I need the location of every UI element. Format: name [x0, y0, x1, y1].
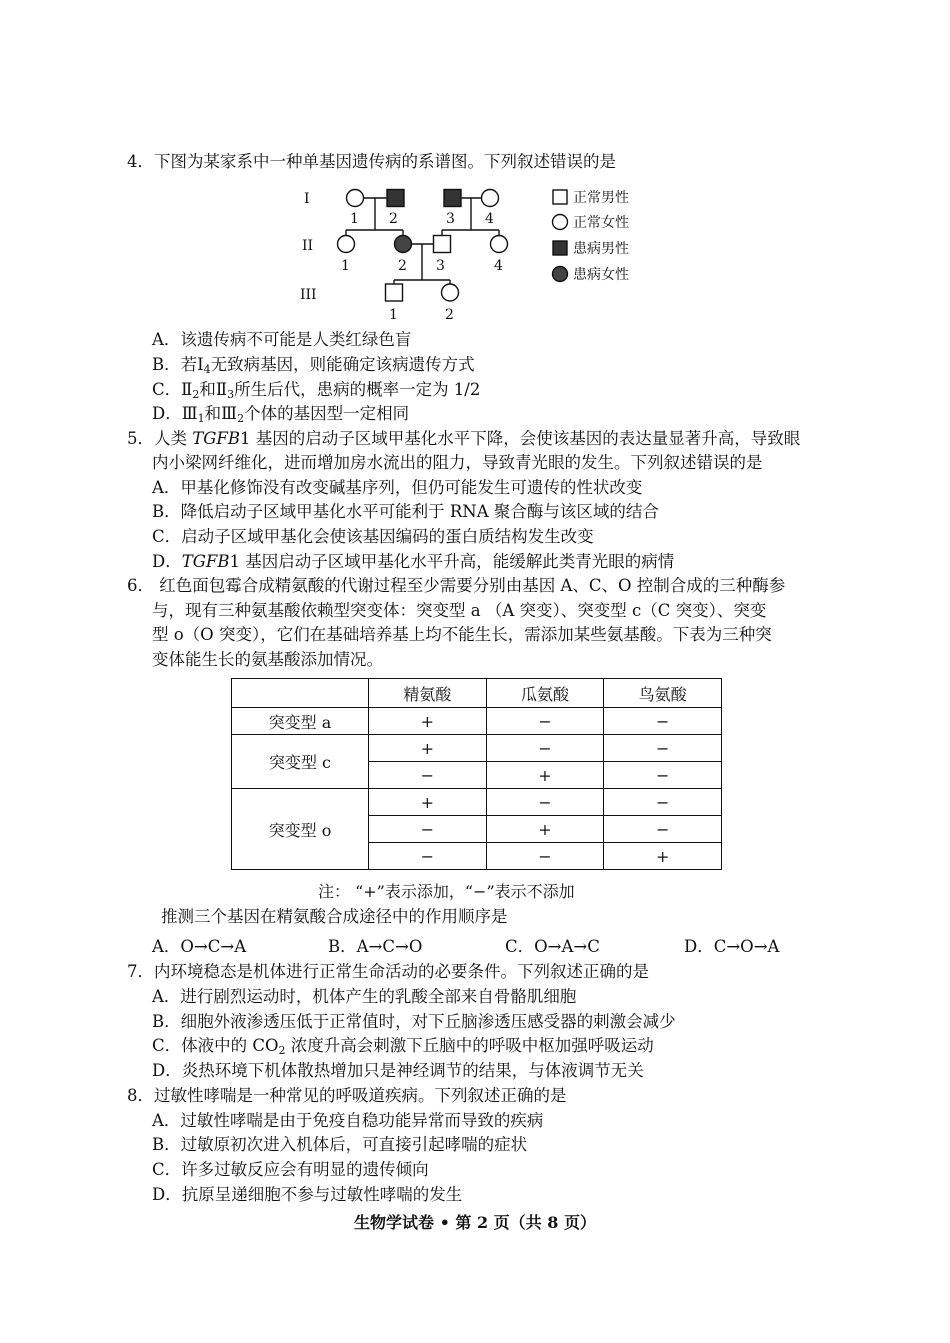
pedigree-I3	[444, 190, 461, 207]
q6-option-b: B．A→C→O	[328, 937, 423, 956]
table-cell: +	[604, 843, 722, 870]
gen-label-II: II	[302, 238, 314, 254]
legend-affected-male-icon	[553, 241, 567, 255]
table-cell: −	[604, 708, 722, 735]
q8-stem: 8．过敏性哮喘是一种常见的呼吸道疾病。下列叙述正确的是	[127, 1086, 567, 1105]
table-header-row	[232, 679, 722, 708]
pedigree-II4	[491, 236, 508, 253]
table-cell: −	[369, 843, 487, 870]
pedigree-II2	[395, 236, 412, 253]
num-II2: 2	[398, 258, 407, 274]
row-label-o: 突变型 o	[232, 789, 369, 870]
table-cell: −	[369, 816, 487, 843]
q4-option-c: C．$Ⅱ_2$和$Ⅱ_3$所生后代，患病的概率一定为 1/2	[152, 380, 481, 401]
table-cell: −	[369, 762, 487, 789]
table-cell: −	[486, 789, 604, 816]
q7-option-c: C．体液中的 $CO_2$ 浓度升高会刺激下丘脑中的呼吸中枢加强呼吸运动	[152, 1036, 654, 1057]
q4-option-d: D．$Ⅲ_1$和$Ⅲ_2$个体的基因型一定相同	[152, 404, 410, 425]
gen-label-I: I	[304, 191, 310, 207]
q6-stem-line4: 变体能生长的氨基酸添加情况。	[152, 650, 383, 669]
q5-option-b: B．降低启动子区域甲基化水平可能利于 RNA 聚合酶与该区域的结合	[152, 502, 659, 521]
table-row	[232, 735, 722, 762]
gen-label-III: III	[300, 287, 317, 303]
pedigree-chart	[290, 180, 670, 325]
pedigree-II3	[434, 236, 451, 253]
q5-option-d: D．TGFB1 基因启动子区域甲基化水平升高，能缓解此类青光眼的病情	[152, 552, 675, 571]
table-cell: −	[604, 735, 722, 762]
q6-stem-line2: 与，现有三种氨基酸依赖型突变体：突变型 a （A 突变）、突变型 c（C 突变）、突变	[152, 601, 767, 620]
legend-affected-female-icon	[553, 267, 568, 282]
table-cell: −	[604, 789, 722, 816]
q5-stem-line1: 5．人类 TGFB1 基因的启动子区域甲基化水平下降，会使该基因的表达量显著升高，导致眼	[127, 429, 801, 448]
row-label-c: 突变型 c	[232, 735, 369, 789]
num-I1: 1	[350, 211, 359, 227]
table-cell: −	[604, 762, 722, 789]
num-II3: 3	[436, 258, 445, 274]
q8-option-a: A．过敏性哮喘是由于免疫自稳功能异常而导致的疾病	[152, 1111, 544, 1130]
q5-stem-line2: 内小梁网纤维化，进而增加房水流出的阻力，导致青光眼的发生。下列叙述错误的是	[152, 453, 763, 472]
pedigree-II1	[338, 236, 355, 253]
q8-option-c: C．许多过敏反应会有明显的遗传倾向	[152, 1160, 429, 1179]
num-I2: 2	[389, 211, 398, 227]
legend-affected-female: 患病女性	[573, 267, 629, 283]
header-ornithine: 鸟氨酸	[604, 679, 722, 708]
legend-affected-male: 患病男性	[573, 241, 629, 257]
table-corner	[232, 679, 369, 708]
q6-option-d: D．C→O→A	[684, 937, 780, 956]
row-label-a: 突变型 a	[232, 708, 369, 735]
table-row	[232, 789, 722, 816]
q4-stem: 4．下图为某家系中一种单基因遗传病的系谱图。下列叙述错误的是	[127, 152, 616, 171]
table-row	[232, 708, 722, 735]
legend-normal-male-icon	[553, 190, 567, 204]
table-cell: +	[486, 762, 604, 789]
num-II1: 1	[341, 258, 350, 274]
table-cell: −	[486, 843, 604, 870]
q6-ask: 推测三个基因在精氨酸合成途径中的作用顺序是	[161, 907, 508, 926]
q8-option-d: D．抗原呈递细胞不参与过敏性哮喘的发生	[152, 1185, 463, 1204]
q6-option-a: A．O→C→A	[152, 937, 247, 956]
q4-option-b: B．若$Ⅰ_4$无致病基因，则能确定该病遗传方式	[152, 355, 475, 376]
table-cell: +	[486, 816, 604, 843]
q5-option-a: A．甲基化修饰没有改变碱基序列，但仍可能发生可遗传的性状改变	[152, 478, 643, 497]
table-cell: +	[369, 735, 487, 762]
table-cell: +	[369, 708, 487, 735]
legend-normal-female: 正常女性	[573, 215, 629, 231]
pedigree-I1	[347, 190, 364, 207]
amino-acid-table	[231, 678, 722, 870]
num-I3: 3	[446, 211, 455, 227]
table-cell: −	[486, 735, 604, 762]
q6-stem-line1: 6． 红色面包霉合成精氨酸的代谢过程至少需要分别由基因 A、C、O 控制合成的三种酶参	[127, 576, 786, 595]
q6-option-c: C．O→A→C	[505, 937, 600, 956]
table-cell: +	[369, 789, 487, 816]
page-footer: 生物学试卷 • 第 2 页（共 8 页）	[354, 1213, 596, 1232]
table-note: 注： “+”表示添加，“−”表示不添加	[318, 882, 575, 901]
q7-stem: 7．内环境稳态是机体进行正常生命活动的必要条件。下列叙述正确的是	[127, 962, 649, 981]
num-III2: 2	[445, 307, 454, 323]
legend-normal-female-icon	[553, 215, 568, 230]
q7-option-b: B．细胞外液渗透压低于正常值时，对下丘脑渗透压感受器的刺激会减少	[152, 1012, 676, 1031]
q4-option-a: A．该遗传病不可能是人类红绿色盲	[152, 330, 412, 349]
q8-option-b: B．过敏原初次进入机体后，可直接引起哮喘的症状	[152, 1135, 528, 1154]
header-citrulline: 瓜氨酸	[486, 679, 604, 708]
table-cell: −	[486, 708, 604, 735]
num-III1: 1	[389, 307, 398, 323]
legend-normal-male: 正常男性	[573, 190, 629, 206]
pedigree-III2	[442, 284, 459, 301]
q5-option-c: C．启动子区域甲基化会使该基因编码的蛋白质结构发生改变	[152, 527, 594, 546]
pedigree-I2	[387, 190, 404, 207]
q6-stem-line3: 型 o（O 突变），它们在基础培养基上均不能生长，需添加某些氨基酸。下表为三种突	[152, 625, 772, 644]
pedigree-I4	[482, 190, 499, 207]
q7-option-d: D．炎热环境下机体散热增加只是神经调节的结果，与体液调节无关	[152, 1061, 644, 1080]
pedigree-III1	[386, 284, 403, 301]
header-arginine: 精氨酸	[369, 679, 487, 708]
table-cell: −	[604, 816, 722, 843]
num-I4: 4	[485, 211, 494, 227]
num-II4: 4	[494, 258, 503, 274]
q7-option-a: A．进行剧烈运动时，机体产生的乳酸全部来自骨骼肌细胞	[152, 987, 577, 1006]
